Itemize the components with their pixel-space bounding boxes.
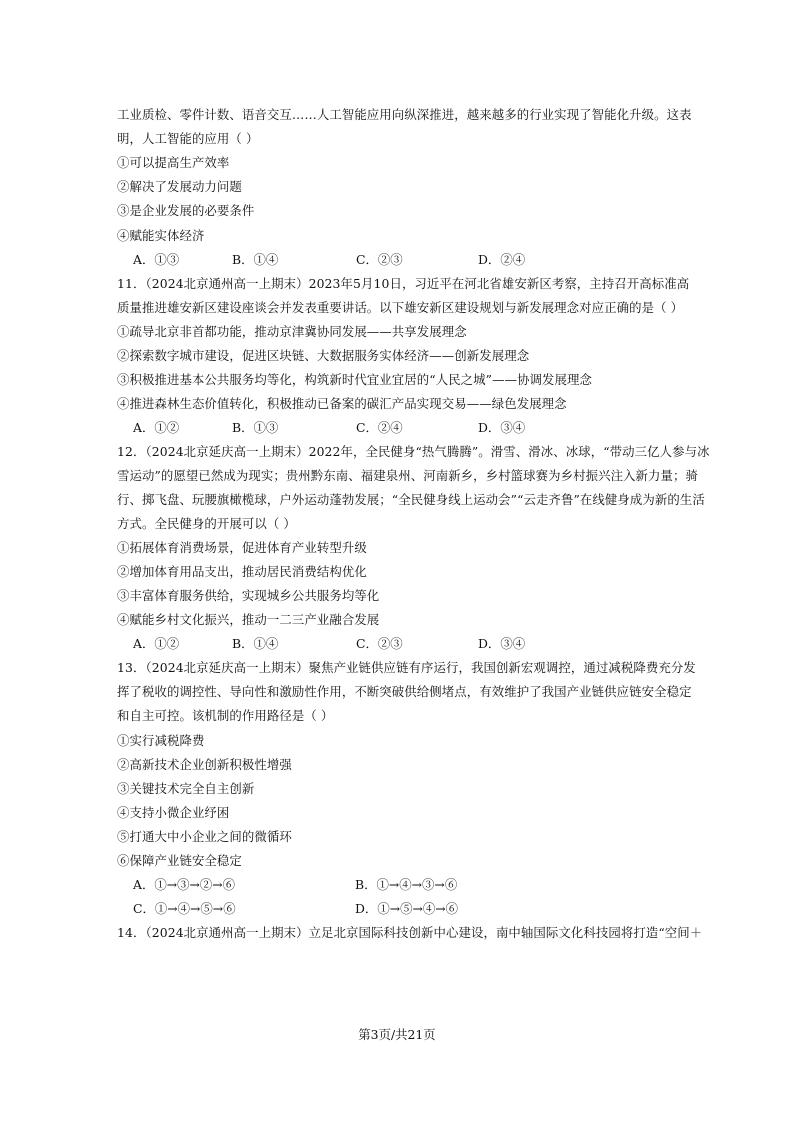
q11-option-a: A．①② xyxy=(133,420,180,435)
q11-stem-line1: 11．（2024北京通州高一上期末）2023年5月10日，习近平在河北省雄安新区考察，主持召开高标准高 xyxy=(117,276,690,291)
q11-option-c: C．②④ xyxy=(356,420,403,435)
q12-item-3: ③丰富体育服务供给，实现城乡公共服务均等化 xyxy=(117,588,380,603)
q10-option-b: B．①④ xyxy=(232,252,279,267)
q10-stem-line1: 工业质检、零件计数、语音交互……人工智能应用向纵深推进，越来越多的行业实现了智能化升级。这表 xyxy=(117,107,692,122)
q11-item-3: ③积极推进基本公共服务均等化，构筑新时代宜业宜居的“人民之城”——协调发展理念 xyxy=(117,372,593,387)
q11-option-d: D．③④ xyxy=(478,420,526,435)
q13-item-6: ⑥保障产业链安全稳定 xyxy=(117,853,242,868)
q11-stem-line2: 质量推进雄安新区建设座谈会并发表重要讲话。以下雄安新区建设规划与新发展理念对应正确的是（ ） xyxy=(117,300,684,315)
q10-item-4: ④赋能实体经济 xyxy=(117,228,205,243)
q13-item-2: ②高新技术企业创新积极性增强 xyxy=(117,757,292,772)
q13-option-b: B．①→④→③→⑥ xyxy=(355,877,458,892)
q13-item-4: ④支持小微企业纾困 xyxy=(117,805,230,820)
q11-item-1: ①疏导北京非首都功能，推动京津冀协同发展——共享发展理念 xyxy=(117,324,467,339)
page-number-footer: 第3页/共21页 xyxy=(358,1027,436,1042)
q12-option-d: D．③④ xyxy=(478,636,526,651)
q12-stem-line1: 12．（2024北京延庆高一上期末）2022年，全民健身“热气腾腾”。滑雪、滑冰、冰球，“带动三亿人参与冰 xyxy=(117,444,710,459)
q12-item-4: ④赋能乡村文化振兴，推动一二三产业融合发展 xyxy=(117,612,380,627)
q10-item-2: ②解决了发展动力问题 xyxy=(117,179,242,194)
q13-option-a: A．①→③→②→⑥ xyxy=(133,877,236,892)
q13-option-c: C．①→④→⑤→⑥ xyxy=(133,901,236,916)
q11-item-4: ④推进森林生态价值转化，积极推动已备案的碳汇产品实现交易——绿色发展理念 xyxy=(117,396,567,411)
q11-item-2: ②探索数字城市建设，促进区块链、大数据服务实体经济——创新发展理念 xyxy=(117,348,530,363)
q13-stem-line3: 和自主可控。该机制的作用路径是（ ） xyxy=(117,708,334,723)
q10-stem-line2: 明，人工智能的应用（ ） xyxy=(117,131,259,146)
q13-item-1: ①实行减税降费 xyxy=(117,733,205,748)
q14-stem-line1: 14．（2024北京通州高一上期末）立足北京国际科技创新中心建设，南中轴国际文化科技园将打造“空间＋ xyxy=(117,925,703,940)
q12-stem-line4: 方式。全民健身的开展可以（ ） xyxy=(117,516,296,531)
q12-item-2: ②增加体育用品支出，推动居民消费结构优化 xyxy=(117,564,367,579)
q12-item-1: ①拓展体育消费场景，促进体育产业转型升级 xyxy=(117,540,367,555)
q10-item-3: ③是企业发展的必要条件 xyxy=(117,203,255,218)
q12-option-a: A．①② xyxy=(133,636,180,651)
q13-stem-line2: 挥了税收的调控性、导向性和激励性作用，不断突破供给侧堵点，有效维护了我国产业链供应链安全稳定 xyxy=(117,684,692,699)
q10-option-d: D．②④ xyxy=(478,252,526,267)
q13-stem-line1: 13．（2024北京延庆高一上期末）聚焦产业链供应链有序运行，我国创新宏观调控，通过减税降费充分发 xyxy=(117,660,696,675)
q12-option-b: B．①④ xyxy=(232,636,279,651)
q13-item-3: ③关键技术完全自主创新 xyxy=(117,781,255,796)
q13-option-d: D．①→⑤→④→⑥ xyxy=(355,901,459,916)
q10-option-a: A．①③ xyxy=(133,252,180,267)
q12-stem-line2: 雪运动”的愿望已然成为现实；贵州黔东南、福建泉州、河南新乡，乡村篮球赛为乡村振兴注入新力量；骑 xyxy=(117,468,699,483)
q10-option-c: C．②③ xyxy=(356,252,403,267)
q12-option-c: C．②③ xyxy=(356,636,403,651)
q11-option-b: B．①③ xyxy=(232,420,279,435)
q12-stem-line3: 行、掷飞盘、玩腰旗橄榄球，户外运动蓬勃发展；“全民健身线上运动会”“云走齐鲁”在线健身成为新的生活 xyxy=(117,492,705,507)
q13-item-5: ⑤打通大中小企业之间的微循环 xyxy=(117,829,292,844)
q10-item-1: ①可以提高生产效率 xyxy=(117,155,230,170)
